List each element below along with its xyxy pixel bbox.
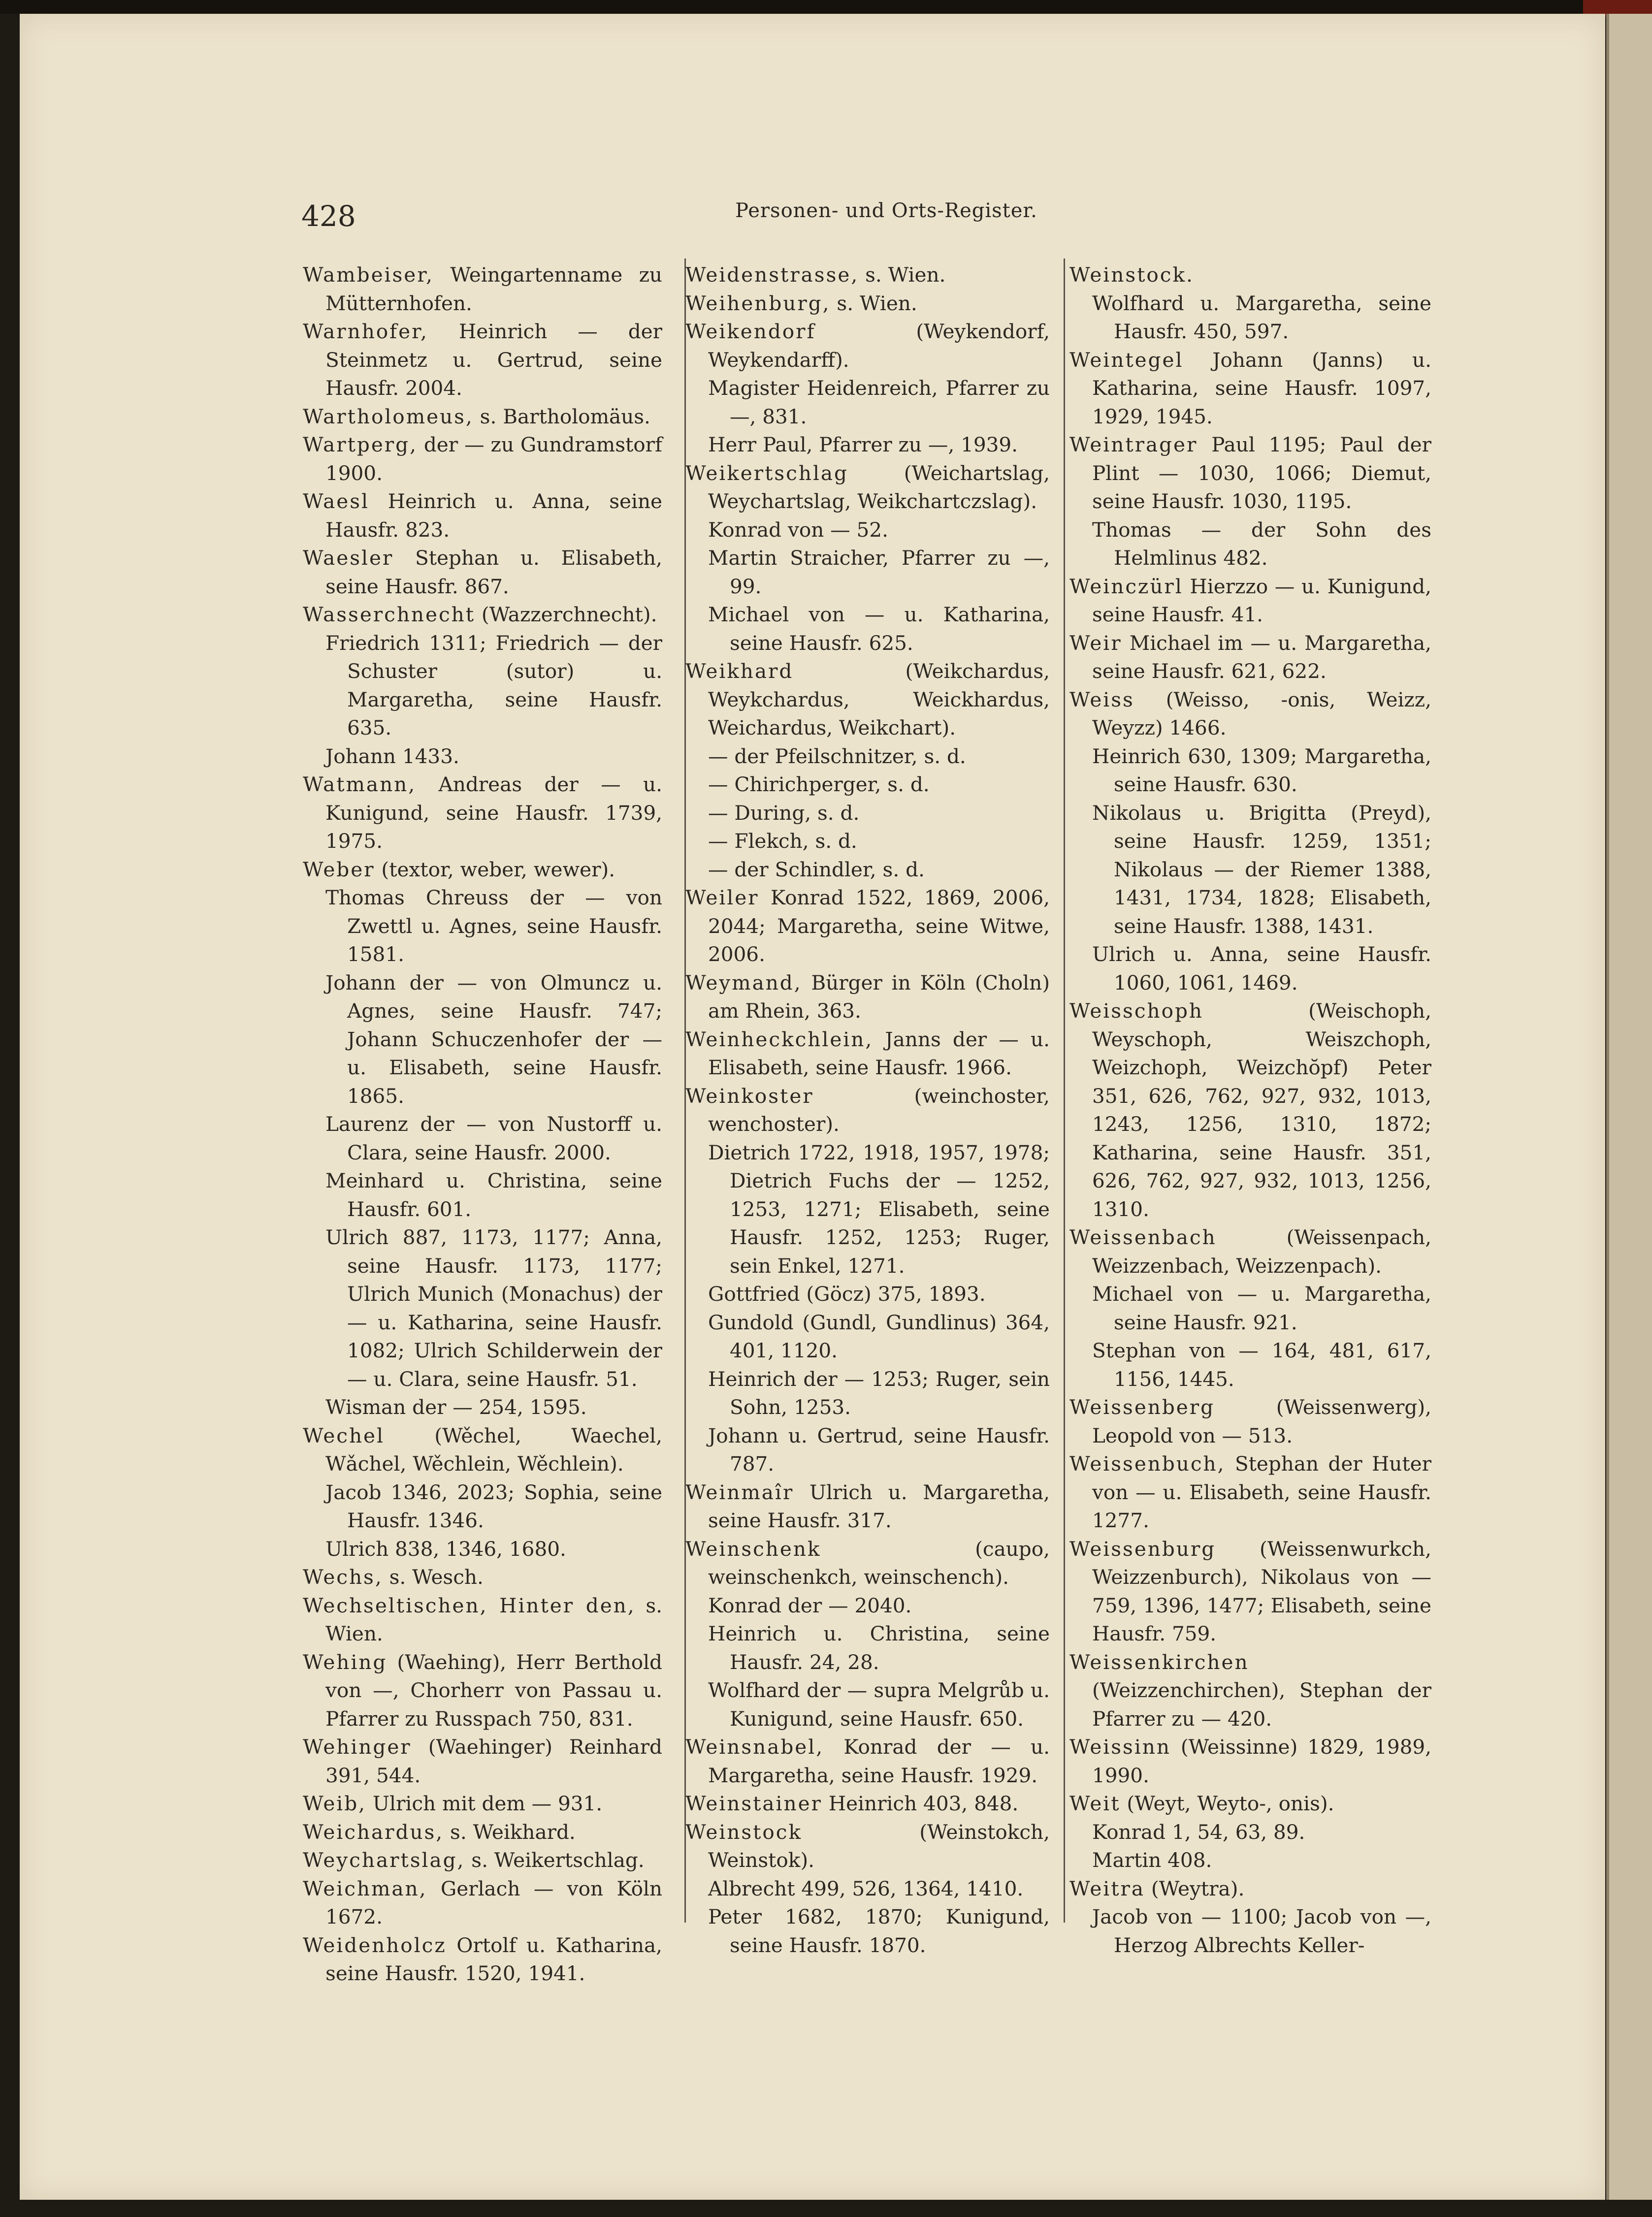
- register-entry: [303, 1563, 662, 1592]
- entry-headword: Wehinger: [303, 1735, 412, 1759]
- register-entry: [685, 1733, 1050, 1790]
- entry-headword: Wechseltischen, Hinter den,: [303, 1593, 636, 1617]
- register-subentry: — During, s. d.: [708, 801, 860, 825]
- entry-text: s. Wien.: [830, 291, 917, 315]
- register-entry: [1069, 1790, 1431, 1818]
- entry-headword: Weissenbuch,: [1069, 1452, 1226, 1476]
- entry-headword: Weir: [1069, 631, 1122, 655]
- register-entry: [685, 1478, 1050, 1535]
- register-subentry: Meinhard u. Christina, seine Hausfr. 601.: [325, 1169, 662, 1221]
- entry-text: Paul 1195; Paul der Plint — 1030, 1066; Diemut, seine Hausfr. 1030, 1195.: [1092, 433, 1431, 513]
- entry-text: (caupo, weinschenkch, weinschench).: [708, 1537, 1050, 1589]
- register-entry: [303, 1818, 662, 1847]
- register-entry: [685, 1818, 1050, 1875]
- register-entry: [303, 1733, 662, 1790]
- entry-text: s. Bartholomäus.: [473, 404, 650, 428]
- entry-text: Ortolf u. Katharina, seine Hausfr. 1520, 1941.: [325, 1933, 662, 1985]
- page-gutter-edge: [1606, 14, 1609, 2200]
- entry-headword: Weichardus,: [303, 1820, 444, 1844]
- entry-text: (weinchoster, wenchoster).: [708, 1084, 1050, 1136]
- entry-text: Hierzzo — u. Kunigund, seine Hausfr. 41.: [1092, 574, 1431, 626]
- entry-text: Heinrich — der Steinmetz u. Gertrud, seine Hausfr. 2004.: [325, 320, 662, 400]
- entry-headword: Weychartslag,: [303, 1848, 465, 1872]
- register-entry: [1069, 997, 1431, 1223]
- running-title: Personen- und Orts-Register.: [735, 199, 1037, 222]
- register-subentry: Ulrich 838, 1346, 1680.: [325, 1537, 566, 1561]
- register-subentry: Heinrich der — 1253; Ruger, sein Sohn, 1253.: [708, 1367, 1050, 1419]
- entry-text: (Weissenwerg), Leopold von — 513.: [1092, 1395, 1431, 1447]
- entry-headword: Wechs,: [303, 1565, 383, 1589]
- register-column-2: [685, 261, 1050, 1960]
- entry-text: (Weischoph, Weyschoph, Weiszchoph, Weizchoph, Weizchŏpf) Peter 351, 626, 762, 927, 932, 1013, 1243, 1256, 1310, 1872; Katharina, seine Hausfr. 351, 626, 762, 927, 932, 1013, 1256, 1310.: [1092, 999, 1431, 1221]
- register-subentry: Ulrich 887, 1173, 1177; Anna, seine Hausfr. 1173, 1177; Ulrich Munich (Monachus) der — u. Katharina, seine Hausfr. 1082; Ulrich Schilderwein der — u. Clara, seine Hausfr. 51.: [325, 1225, 662, 1391]
- entry-text: s. Weikhard.: [444, 1820, 576, 1844]
- register-subentry: Konrad von — 52.: [708, 517, 888, 542]
- entry-headword: Waesler: [303, 546, 394, 570]
- register-entry: [303, 1592, 662, 1648]
- entry-text: (Waehinger) Reinhard 391, 544.: [325, 1735, 662, 1787]
- entry-text: (Wěchel, Waechel, Wǎchel, Wěchlein, Wěchlein).: [325, 1423, 662, 1476]
- scan-top-border: [0, 0, 1652, 14]
- entry-headword: Wasserchnecht: [303, 603, 476, 626]
- page-number: 428: [301, 199, 356, 233]
- register-subentry: Martin 408.: [1092, 1848, 1212, 1872]
- entry-headword: Weber: [303, 857, 375, 881]
- register-subentry: — Chirichperger, s. d.: [708, 772, 930, 796]
- entry-headword: Weymand,: [685, 970, 802, 995]
- register-subentry: Martin Straicher, Pfarrer zu —, 99.: [708, 546, 1050, 598]
- register-entry: [685, 1026, 1050, 1082]
- register-entry: [1069, 573, 1431, 629]
- register-entry: [685, 459, 1050, 516]
- register-entry: [1069, 1393, 1431, 1450]
- entry-text: (Weisso, -onis, Weizz, Weyzz) 1466.: [1092, 687, 1431, 739]
- register-subentry: Magister Heidenreich, Pfarrer zu —, 831.: [708, 376, 1050, 428]
- register-entry: [685, 318, 1050, 374]
- register-entry: [1069, 1535, 1431, 1648]
- register-entry: [1069, 1875, 1431, 1903]
- entry-headword: Weinsnabel,: [685, 1735, 824, 1759]
- entry-text: Konrad der — u. Margaretha, seine Hausfr. 1929.: [708, 1735, 1050, 1787]
- register-entry: [303, 1846, 662, 1875]
- entry-headword: Wechel: [303, 1423, 385, 1447]
- register-entry: [1069, 346, 1431, 431]
- entry-headword: Weiss: [1069, 687, 1134, 711]
- register-entry: [303, 431, 662, 487]
- entry-headword: Weinstainer: [685, 1792, 822, 1815]
- entry-headword: Warnhofer,: [303, 320, 428, 343]
- register-entry: [303, 544, 662, 601]
- entry-text: Heinrich u. Anna, seine Hausfr. 823.: [325, 489, 662, 542]
- register-entry: [685, 1082, 1050, 1139]
- entry-text: Gerlach — von Köln 1672.: [325, 1876, 662, 1928]
- register-entry: [303, 1648, 662, 1734]
- register-entry: [303, 771, 662, 856]
- register-entry: [303, 1931, 662, 1988]
- register-subentry: Wolfhard der — supra Melgrůb u. Kunigund, seine Hausfr. 650.: [708, 1678, 1050, 1731]
- entry-headword: Weinmaîr: [685, 1480, 794, 1504]
- register-subentry: Johann u. Gertrud, seine Hausfr. 787.: [708, 1423, 1050, 1476]
- entry-text: s. Wien.: [859, 263, 946, 287]
- register-entry: [303, 261, 662, 318]
- entry-headword: Weitra: [1069, 1876, 1145, 1900]
- register-entry: [685, 1790, 1050, 1818]
- register-column-3: [1069, 261, 1431, 1960]
- entry-text: Janns der — u. Elisabeth, seine Hausfr. 1966.: [708, 1027, 1050, 1079]
- entry-text: Andreas der — u. Kunigund, seine Hausfr. 1739, 1975.: [325, 772, 662, 853]
- register-subentry: — der Pfeilschnitzer, s. d.: [708, 744, 966, 768]
- register-entry: [303, 856, 662, 884]
- register-entry: [303, 487, 662, 544]
- register-subentry: Konrad der — 2040.: [708, 1593, 912, 1617]
- entry-headword: Weinkoster: [685, 1084, 814, 1108]
- entry-headword: Weissenbach: [1069, 1225, 1217, 1249]
- entry-headword: Weinschenk: [685, 1537, 821, 1561]
- entry-text: Weingartenname zu Mütternhofen.: [325, 263, 662, 315]
- register-subentry: Albrecht 499, 526, 1364, 1410.: [708, 1876, 1024, 1900]
- entry-text: (Weikchardus, Weykchardus, Weickhardus, Weichardus, Weikchart).: [708, 659, 1050, 739]
- register-entry: [685, 289, 1050, 318]
- register-subentry: — Flekch, s. d.: [708, 829, 857, 853]
- register-entry: [1069, 1223, 1431, 1280]
- register-subentry: Wisman der — 254, 1595.: [325, 1395, 587, 1419]
- entry-headword: Weisschoph: [1069, 999, 1203, 1023]
- register-subentry: Herr Paul, Pfarrer zu —, 1939.: [708, 433, 1018, 456]
- entry-headword: Weib,: [303, 1792, 367, 1815]
- entry-text: Stephan der Huter von — u. Elisabeth, seine Hausfr. 1277.: [1092, 1452, 1431, 1532]
- entry-text: s. Weikertschlag.: [465, 1848, 645, 1872]
- register-subentry: Michael von — u. Katharina, seine Hausfr. 625.: [708, 603, 1050, 655]
- entry-headword: Weinczürl: [1069, 574, 1183, 598]
- register-subentry: Jacob 1346, 2023; Sophia, seine Hausfr. 1346.: [325, 1480, 662, 1532]
- entry-headword: Weintegel: [1069, 348, 1184, 372]
- register-subentry: Peter 1682, 1870; Kunigund, seine Hausfr. 1870.: [708, 1905, 1050, 1957]
- entry-headword: Weit: [1069, 1792, 1121, 1815]
- register-entry: [303, 403, 662, 431]
- register-subentry: Konrad 1, 54, 63, 89.: [1092, 1820, 1305, 1844]
- register-entry: [685, 884, 1050, 969]
- register-entry: [1069, 431, 1431, 516]
- register-entry: [1069, 686, 1431, 742]
- entry-text: (Weykendorf, Weykendarff).: [708, 320, 1050, 372]
- entry-text: (Weinstokch, Weinstok).: [708, 1820, 1050, 1872]
- register-entry: [1069, 261, 1431, 289]
- entry-headword: Wehing: [303, 1650, 388, 1674]
- register-entry: [685, 657, 1050, 742]
- entry-text: Stephan u. Elisabeth, seine Hausfr. 867.: [325, 546, 662, 598]
- register-subentry: Thomas Chreuss der — von Zwettl u. Agnes, seine Hausfr. 1581.: [325, 886, 662, 966]
- register-entry: [303, 1790, 662, 1818]
- entry-headword: Weikertschlag: [685, 461, 848, 485]
- entry-headword: Weissenberg: [1069, 1395, 1215, 1419]
- entry-headword: Wartperg,: [303, 433, 418, 456]
- entry-text: Bürger in Köln (Choln) am Rhein, 363.: [708, 970, 1050, 1023]
- entry-headword: Weinheckchlein,: [685, 1027, 874, 1051]
- register-entry: [303, 1422, 662, 1478]
- entry-text: Michael im — u. Margaretha, seine Hausfr. 621, 622.: [1092, 631, 1431, 683]
- entry-text: (Weissinne) 1829, 1989, 1990.: [1092, 1735, 1431, 1787]
- register-column-1: [303, 261, 662, 1988]
- register-subentry: Stephan von — 164, 481, 617, 1156, 1445.: [1092, 1339, 1431, 1391]
- register-entry: [303, 601, 662, 629]
- column-rule-2: [1064, 258, 1065, 1923]
- entry-headword: Weichman,: [303, 1876, 427, 1900]
- register-subentry: — der Schindler, s. d.: [708, 857, 925, 881]
- entry-headword: Weikendorf: [685, 320, 816, 343]
- register-entry: [1069, 629, 1431, 686]
- register-subentry: Laurenz der — von Nustorff u. Clara, seine Hausfr. 2000.: [325, 1112, 662, 1164]
- register-entry: [303, 1875, 662, 1931]
- entry-text: (Weichartslag, Weychartslag, Weikchartczslag).: [708, 461, 1050, 513]
- entry-text: Heinrich 403, 848.: [822, 1792, 1019, 1815]
- entry-headword: Weidenholcz: [303, 1933, 447, 1957]
- register-entry: [685, 261, 1050, 289]
- register-entry: [1069, 1648, 1431, 1734]
- entry-headword: Wambeiser,: [303, 263, 434, 287]
- entry-headword: Weinstock: [685, 1820, 802, 1844]
- entry-headword: Wartholomeus,: [303, 404, 474, 428]
- register-subentry: Heinrich u. Christina, seine Hausfr. 24, 28.: [708, 1622, 1050, 1674]
- entry-text: (Weissenpach, Weizzenbach, Weizzenpach).: [1092, 1225, 1431, 1278]
- entry-text: (Weyt, Weyto-, onis).: [1120, 1792, 1334, 1815]
- register-subentry: Ulrich u. Anna, seine Hausfr. 1060, 1061, 1469.: [1092, 942, 1431, 995]
- entry-text: (Weissenwurkch, Weizzenburch), Nikolaus von — 759, 1396, 1477; Elisabeth, seine Hausfr. 759.: [1092, 1537, 1431, 1645]
- entry-headword: Weissenburg: [1069, 1537, 1216, 1561]
- entry-text: s. Wien.: [325, 1593, 662, 1645]
- entry-headword: Waesl: [303, 489, 369, 513]
- entry-text: (Waehing), Herr Berthold von —, Chorherr von Passau u. Pfarrer zu Russpach 750, 831.: [325, 1650, 662, 1731]
- register-subentry: Johann der — von Olmuncz u. Agnes, seine Hausfr. 747; Johann Schuczenhofer der — u. Elisabeth, seine Hausfr. 1865.: [325, 970, 662, 1108]
- entry-text: (Weytra).: [1145, 1876, 1245, 1900]
- entry-text: der — zu Gundramstorf 1900.: [325, 433, 662, 485]
- entry-headword: Weihenburg,: [685, 291, 831, 315]
- register-subentry: Gottfried (Göcz) 375, 1893.: [708, 1282, 986, 1306]
- register-entry: [685, 969, 1050, 1026]
- entry-text: (Weizzenchirchen), Stephan der Pfarrer zu — 420.: [1092, 1678, 1431, 1731]
- entry-headword: Weissenkirchen: [1069, 1650, 1249, 1674]
- register-entry: [1069, 1450, 1431, 1535]
- register-subentry: Wolfhard u. Margaretha, seine Hausfr. 450, 597.: [1092, 291, 1431, 343]
- entry-headword: Weinstock.: [1069, 263, 1194, 287]
- entry-headword: Weissinn: [1069, 1735, 1171, 1759]
- register-subentry: Thomas — der Sohn des Helmlinus 482.: [1092, 517, 1431, 570]
- register-entry: [1069, 1733, 1431, 1790]
- entry-headword: Weiler: [685, 886, 759, 909]
- facing-page-edge: [1606, 14, 1652, 2200]
- register-subentry: Jacob von — 1100; Jacob von —, Herzog Albrechts Keller-: [1092, 1905, 1431, 1957]
- register-entry: [685, 1535, 1050, 1592]
- entry-headword: Weidenstrasse,: [685, 263, 859, 287]
- entry-text: s. Wesch.: [383, 1565, 484, 1589]
- entry-text: Ulrich u. Margaretha, seine Hausfr. 317.: [708, 1480, 1050, 1532]
- register-subentry: Nikolaus u. Brigitta (Preyd), seine Hausfr. 1259, 1351; Nikolaus — der Riemer 1388, 1431, 1734, 1828; Elisabeth, seine Hausfr. 1388, 1431.: [1092, 801, 1431, 938]
- register-subentry: Johann 1433.: [325, 744, 459, 768]
- register-subentry: Dietrich 1722, 1918, 1957, 1978; Dietrich Fuchs der — 1252, 1253, 1271; Elisabeth, seine Hausfr. 1252, 1253; Ruger, sein Enkel, 1271.: [708, 1140, 1050, 1278]
- entry-text: (Wazzerchnecht).: [475, 603, 657, 626]
- entry-text: Johann (Janns) u. Katharina, seine Hausfr. 1097, 1929, 1945.: [1092, 348, 1431, 428]
- register-subentry: Gundold (Gundl, Gundlinus) 364, 401, 1120.: [708, 1310, 1050, 1362]
- register-subentry: Friedrich 1311; Friedrich — der Schuster (sutor) u. Margaretha, seine Hausfr. 635.: [325, 631, 662, 739]
- register-subentry: Michael von — u. Margaretha, seine Hausfr. 921.: [1092, 1282, 1431, 1334]
- entry-headword: Weikhard: [685, 659, 794, 683]
- entry-text: Ulrich mit dem — 931.: [366, 1792, 603, 1815]
- register-entry: [303, 318, 662, 403]
- entry-text: (textor, weber, wewer).: [375, 857, 615, 881]
- entry-text: Konrad 1522, 1869, 2006, 2044; Margaretha, seine Witwe, 2006.: [708, 886, 1050, 966]
- entry-headword: Watmann,: [303, 772, 417, 796]
- entry-headword: Weintrager: [1069, 433, 1198, 456]
- register-subentry: Heinrich 630, 1309; Margaretha, seine Hausfr. 630.: [1092, 744, 1431, 796]
